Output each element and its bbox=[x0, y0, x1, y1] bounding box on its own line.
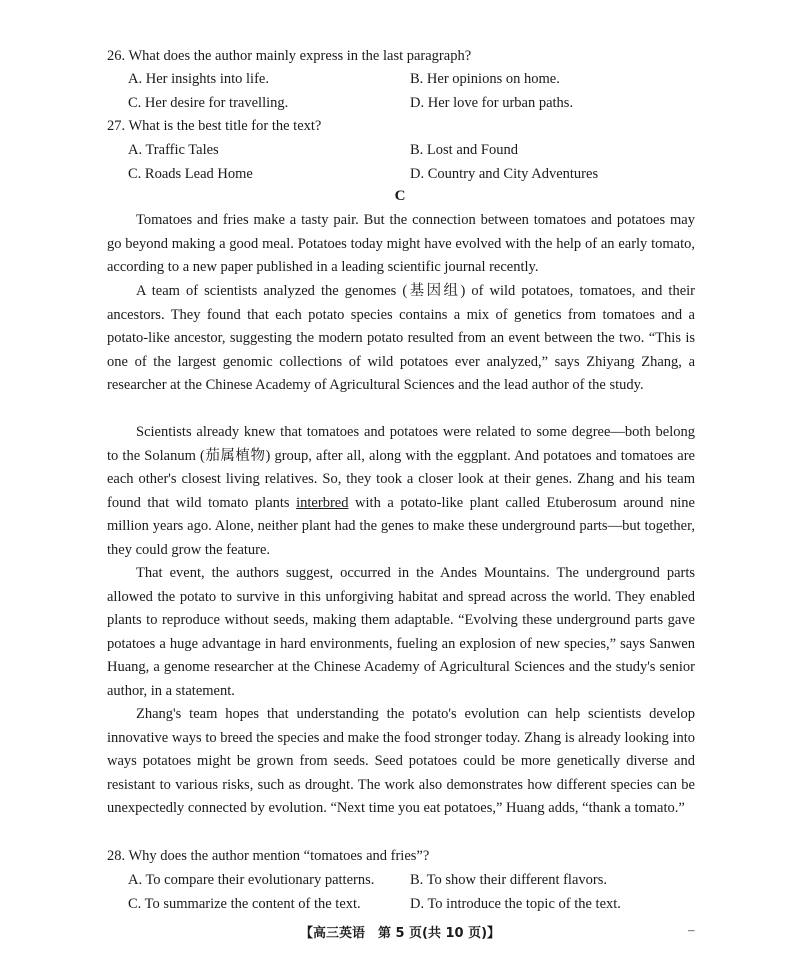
question-28-stem: 28. Why does the author mention “tomatoes and fries”? bbox=[107, 848, 430, 864]
question-28-option-a: A. To compare their evolutionary patterns. bbox=[128, 872, 375, 888]
passage-paragraph-3 bbox=[107, 421, 695, 563]
question-26-option-b: B. Her opinions on home. bbox=[410, 71, 560, 87]
question-27-option-d: D. Country and City Adventures bbox=[410, 166, 599, 182]
question-27-option-b: B. Lost and Found bbox=[410, 142, 518, 158]
footer-mark: – bbox=[688, 922, 695, 937]
passage-paragraph-1: Tomatoes and fries make a tasty pair. But the connection between tomatoes and potatoes may go beyond making a good meal. Potatoes today might have evolved with the help of an early tomato, according to a new paper published in a leading scientific journal recently. bbox=[107, 212, 695, 276]
paragraph-3-text-after: with a potato-like plant called Etuberosum around nine million years ago. Alone, neither plant had the genes to make these underground parts—but together, they could grow the feature. bbox=[107, 494, 695, 558]
passage-paragraph-2: A team of scientists analyzed the genomes (基因组) of wild potatoes, tomatoes, and their ancestors. They found that each potato species contains a mix of genetics from tomatoes and a potato-like ancestor, suggesting the modern potato resulted from an event between the two. “This is one of the largest genomic collections of wild potatoes ever analyzed,” says Zhiyang Zhang, a researcher at the Chinese Academy of Agricultural Sciences and the lead author of the study. bbox=[107, 283, 695, 394]
question-26-option-d: D. Her love for urban paths. bbox=[410, 95, 574, 111]
page-footer: 【高三英语 第 5 页(共 10 页)】 bbox=[299, 926, 501, 941]
question-26-stem: 26. What does the author mainly express in the last paragraph? bbox=[107, 48, 472, 64]
question-28-option-b: B. To show their different flavors. bbox=[410, 872, 607, 888]
question-26-option-a: A. Her insights into life. bbox=[128, 71, 269, 87]
question-27-option-c: C. Roads Lead Home bbox=[128, 166, 253, 182]
passage-paragraph-4: That event, the authors suggest, occurred in the Andes Mountains. The underground parts allowed the potato to survive in this unforgiving habitat and spread across the world. They enabled plants to reproduce without seeds, making them adaptable. “Evolving these underground parts gave potatoes a huge advantage in hard environments, fueling an explosion of new species,” says Sanwen Huang, a genome researcher at the Chinese Academy of Agricultural Sciences and the study's senior author, in a statement. bbox=[107, 565, 695, 699]
question-27-option-a: A. Traffic Tales bbox=[128, 142, 219, 158]
passage-paragraph-5: Zhang's team hopes that understanding the potato's evolution can help scientists develop innovative ways to breed the species and make the food stronger today. Zhang is already looking into ways potatoes might be grown from seeds. Seed potatoes could be more genetically diverse and resistant to various risks, such as drought. The work also demonstrates how different species can be unexpectedly connected by evolution. “Next time you eat potatoes,” Huang adds, “thank a tomato.” bbox=[107, 706, 695, 817]
underlined-word: interbred bbox=[296, 494, 349, 511]
paragraph-3-text-before: Scientists already knew that tomatoes and potatoes were related to some degree—both belong to the Solanum (茄属植物) group, after all, along with the eggplant. And potatoes and tomatoes are each other's closest living relatives. So, they took a closer look at their genes. Zhang and his team found that wild tomato plants bbox=[107, 424, 695, 511]
section-title: C bbox=[394, 188, 406, 204]
question-28-option-d: D. To introduce the topic of the text. bbox=[410, 896, 621, 912]
question-27-stem: 27. What is the best title for the text? bbox=[107, 118, 322, 134]
question-28-option-c: C. To summarize the content of the text. bbox=[128, 896, 361, 912]
question-26-option-c: C. Her desire for travelling. bbox=[128, 95, 289, 111]
